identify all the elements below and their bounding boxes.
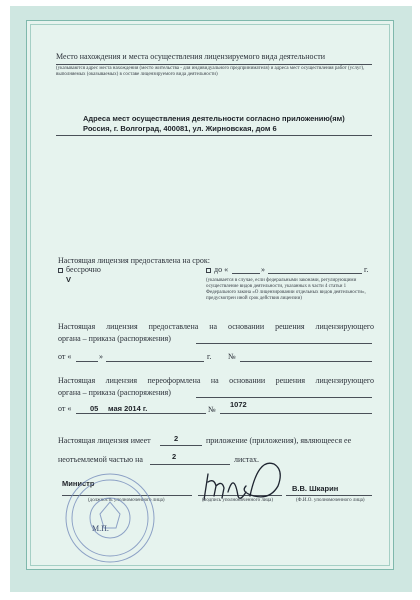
- basis-text: [58, 322, 374, 332]
- address-value-line-1: Адреса мест осуществления деятельности согласно приложению(ям): [83, 114, 345, 123]
- signer-sign-note: (подпись уполномоченного лица): [202, 498, 274, 503]
- stamp-label: М.П.: [92, 524, 109, 533]
- reissue-number-line: [220, 413, 372, 414]
- annex-line-2-suffix: листах.: [234, 455, 259, 464]
- annex-count-line: [160, 445, 202, 446]
- term-indefinite-label: бессрочно: [66, 265, 101, 274]
- address-value-line-2: Россия, г. Волгоград, 400081, ул. Жирновская, дом 6: [83, 124, 277, 133]
- term-indefinite-checkbox: [58, 268, 63, 273]
- address-heading: Место нахождения и места осуществления лицензируемого вида деятельности: [56, 52, 326, 61]
- reissue-number-sign: №: [208, 405, 216, 414]
- signer-title-note: (должность уполномоченного лица): [88, 498, 165, 503]
- annex-line-1-suffix: приложение (приложения), являющееся ее: [206, 436, 352, 445]
- basis-year: г.: [207, 352, 212, 361]
- term-until-year: г.: [364, 265, 369, 274]
- reissue-line-2: органа – приказа (распоряжения): [58, 388, 171, 397]
- reissue-line-1: Настоящая лицензия переоформлена на основании решения лицензирующего: [58, 376, 374, 385]
- basis-number-line: [240, 361, 372, 362]
- reissue-number: 1072: [230, 400, 247, 409]
- term-indefinite-mark: V: [66, 275, 72, 284]
- basis-day-line: [76, 361, 98, 362]
- term-until-prefix: до «: [214, 265, 229, 274]
- signer-name-note: (Ф.И.О. уполномоченного лица): [296, 498, 365, 503]
- address-note: (указываются адрес места нахождения (место жительства - для индивидуального предпринимателя) и адреса мест осуществления работ (услуг), выполняемых (оказываемых) в составе лицензируемого вида деятельности): [56, 66, 365, 78]
- basis-quote: »: [99, 352, 103, 361]
- address-value-underline: [56, 135, 372, 136]
- term-heading: Настоящая лицензия предоставлена на срок:: [58, 256, 210, 265]
- signer-title: Министр: [62, 479, 95, 488]
- term-until-note: (указывается в случае, если федеральными законами, регулирующими осуществление видов деятельности, указанных в части 4 статьи 1 Федерального закона «О лицензировании отдельных видов деятельности», предусмотрен иной срок действия лицензии): [206, 278, 366, 301]
- basis-line-2-underline: [196, 343, 372, 344]
- signature: [200, 452, 290, 512]
- annex-line-2-prefix: неотъемлемой частью на: [58, 455, 143, 464]
- reissue-day: 05: [90, 404, 99, 413]
- reissue-date-line: [76, 413, 206, 414]
- annex-sheets: 2: [172, 452, 177, 461]
- signer-name-line: [286, 495, 372, 496]
- basis-number-sign: №: [228, 352, 236, 361]
- signer-name: В.В. Шкарин: [292, 484, 339, 493]
- term-until-month-line: [268, 273, 362, 274]
- basis-line-2: органа – приказа (распоряжения): [58, 334, 171, 343]
- basis-line-1: Настоящая лицензия предоставлена на основании решения лицензирующего: [58, 322, 374, 331]
- term-until-checkbox: [206, 268, 211, 273]
- reissue-line-2-underline: [196, 397, 372, 398]
- annex-line-1-prefix: Настоящая лицензия имеет: [58, 436, 151, 445]
- basis-month-line: [106, 361, 204, 362]
- address-heading-line: [56, 64, 372, 65]
- basis-from: от «: [58, 352, 72, 361]
- official-seal: [62, 470, 158, 566]
- reissue-from: от «: [58, 404, 72, 413]
- reissue-month: мая 2014 г.: [108, 404, 148, 413]
- reissue-text: [58, 376, 374, 386]
- term-until-day-line: [232, 273, 260, 274]
- annex-count: 2: [174, 434, 179, 443]
- term-until-quote: »: [261, 265, 265, 274]
